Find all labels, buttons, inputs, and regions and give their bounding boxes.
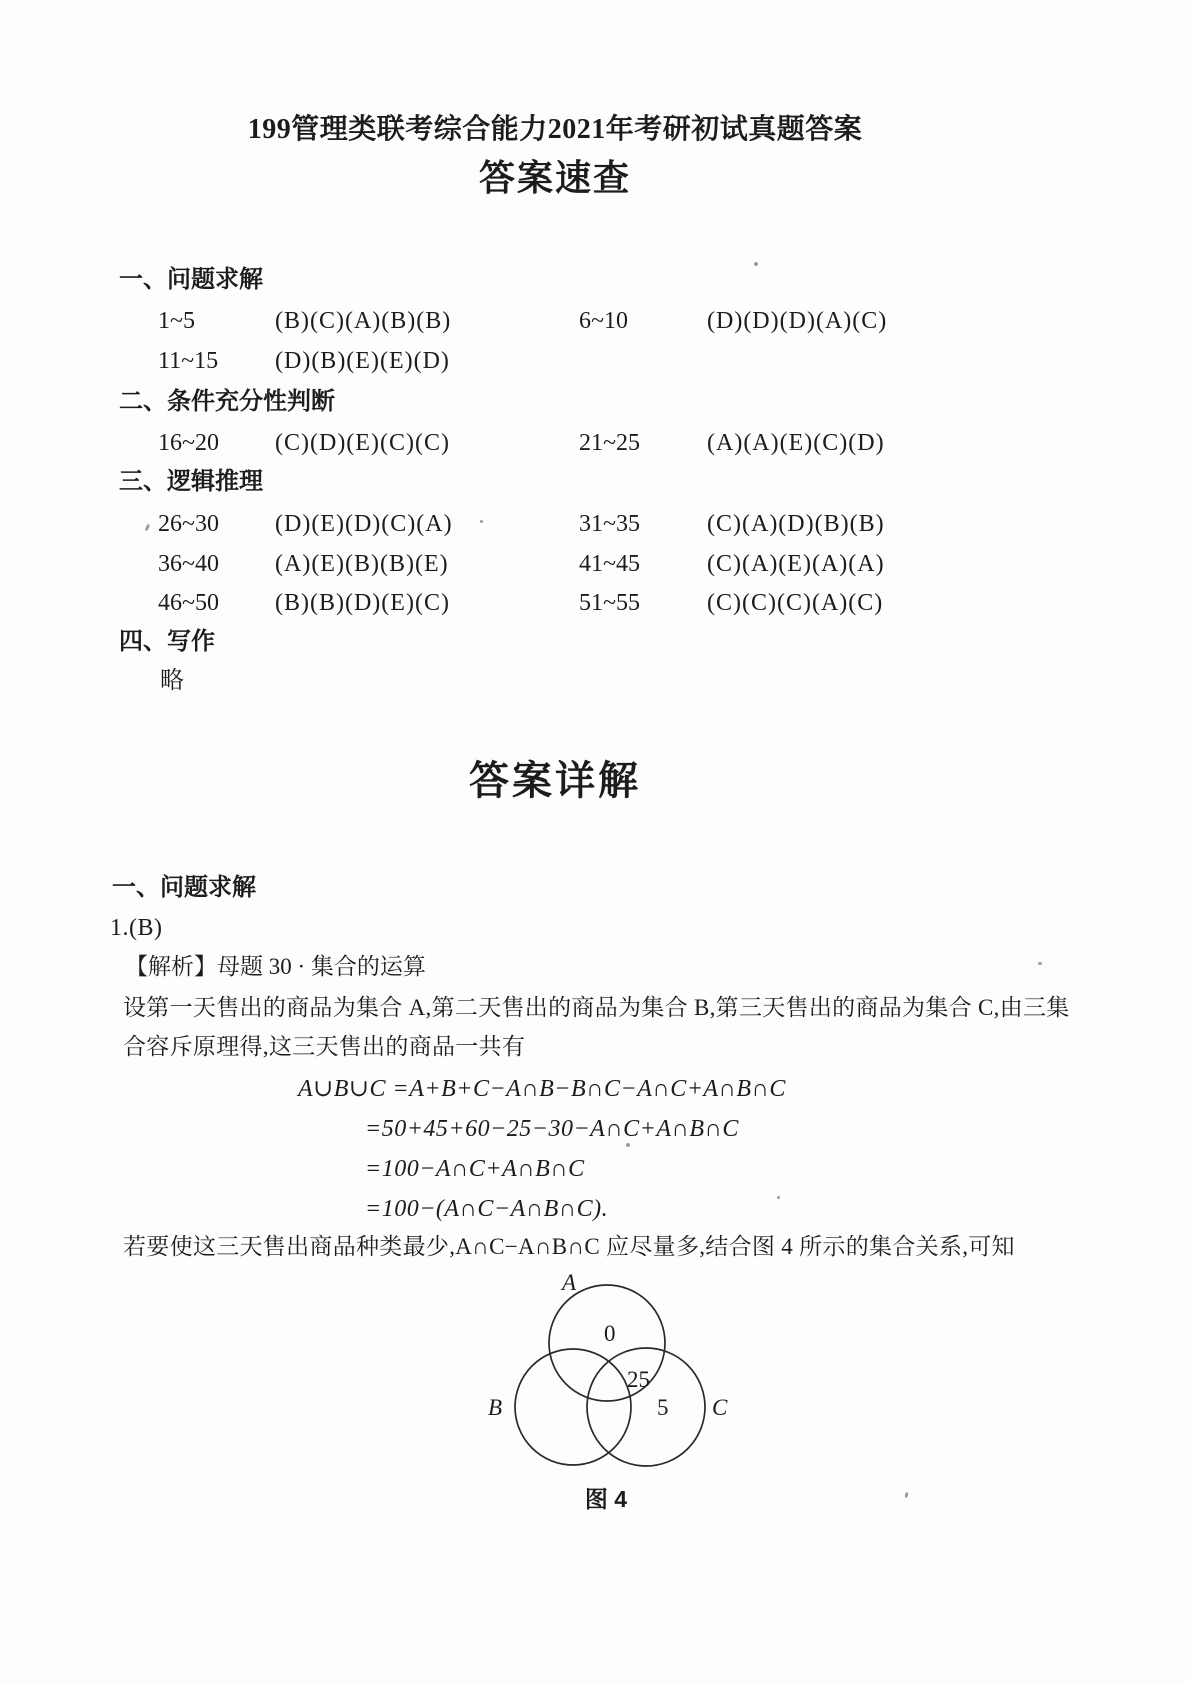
answer-letters: (D)(E)(D)(C)(A) (275, 511, 453, 537)
set-b-label: B (488, 1395, 503, 1420)
question-range: 21~25 (579, 430, 640, 456)
solution-text-line: 设第一天售出的商品为集合 A,第二天售出的商品为集合 B,第三天售出的商品为集合 C,由三集 (123, 995, 1070, 1020)
scan-speck (777, 1196, 780, 1199)
answer-letters: (B)(B)(D)(E)(C) (275, 590, 450, 616)
detail-title: 答案详解 (469, 758, 641, 803)
detail-section-heading: 一、问题求解 (112, 874, 256, 901)
union-formula-line-1: A∪B∪C =A+B+C−A∩B−B∩C−A∩C+A∩B∩C (298, 1076, 786, 1102)
scan-speck (904, 1492, 908, 1499)
writing-omitted-note: 略 (160, 668, 184, 694)
section-heading-logic: 三、逻辑推理 (119, 468, 263, 495)
question-range: 41~45 (579, 551, 640, 577)
answer-row (158, 308, 1078, 338)
scan-speck (480, 520, 483, 523)
union-formula-line-4: =100−(A∩C−A∩B∩C). (365, 1196, 609, 1222)
question-range: 46~50 (158, 590, 219, 616)
answer-letters: (B)(C)(A)(B)(B) (275, 308, 452, 334)
scan-speck (754, 262, 758, 266)
set-c-label: C (712, 1395, 728, 1420)
solution-text-line: 若要使这三天售出商品种类最少,A∩C−A∩B∩C 应尽量多,结合图 4 所示的集合关系,可知 (123, 1234, 1015, 1259)
answer-row (158, 590, 1078, 620)
answer-row (158, 511, 1078, 541)
answer-letters: (A)(E)(B)(B)(E) (275, 551, 449, 577)
question-range: 6~10 (579, 308, 628, 334)
question-range: 36~40 (158, 551, 219, 577)
answer-letters: (A)(A)(E)(C)(D) (707, 430, 885, 456)
answer-row (158, 551, 1078, 581)
answer-letters: (D)(B)(E)(E)(D) (275, 348, 450, 374)
question-item-number: 1.(B) (110, 915, 163, 941)
question-range: 16~20 (158, 430, 219, 456)
answer-letters: (C)(A)(D)(B)(B) (707, 511, 885, 537)
answer-row (158, 430, 1078, 460)
region-value-a-and-c: 25 (627, 1367, 650, 1392)
scan-speck (1038, 962, 1042, 965)
question-range: 31~35 (579, 511, 640, 537)
solution-text-line: 合容斥原理得,这三天售出的商品一共有 (123, 1034, 526, 1059)
question-range: 1~5 (158, 308, 195, 334)
question-range: 11~15 (158, 348, 219, 374)
venn-diagram-figure (440, 1263, 772, 1475)
union-formula-line-3: =100−A∩C+A∩B∩C (365, 1156, 585, 1182)
section-heading-problem-solving: 一、问题求解 (119, 266, 263, 293)
region-value-a-only: 0 (604, 1321, 616, 1346)
question-range: 26~30 (158, 511, 219, 537)
question-range: 51~55 (579, 590, 640, 616)
analysis-label: 【解析】母题 30 · 集合的运算 (125, 954, 426, 979)
answer-letters: (C)(D)(E)(C)(C) (275, 430, 450, 456)
section-heading-writing: 四、写作 (119, 628, 215, 655)
answer-letters: (D)(D)(D)(A)(C) (707, 308, 888, 334)
set-b-circle (515, 1349, 631, 1465)
answer-row (158, 348, 1078, 378)
set-c-circle (587, 1348, 705, 1466)
answer-letters: (C)(C)(C)(A)(C) (707, 590, 884, 616)
figure-caption: 图 4 (584, 1486, 628, 1512)
scan-speck (145, 524, 151, 532)
union-formula-line-2: =50+45+60−25−30−A∩C+A∩B∩C (365, 1116, 739, 1142)
quick-check-title: 答案速查 (478, 158, 631, 198)
region-value-c-only: 5 (657, 1395, 669, 1420)
answer-letters: (C)(A)(E)(A)(A) (707, 551, 885, 577)
document-title: 199管理类联考综合能力2021年考研初试真题答案 (247, 114, 863, 145)
set-a-label: A (562, 1270, 577, 1295)
section-heading-sufficiency: 二、条件充分性判断 (119, 388, 335, 415)
scan-speck (626, 1143, 630, 1147)
